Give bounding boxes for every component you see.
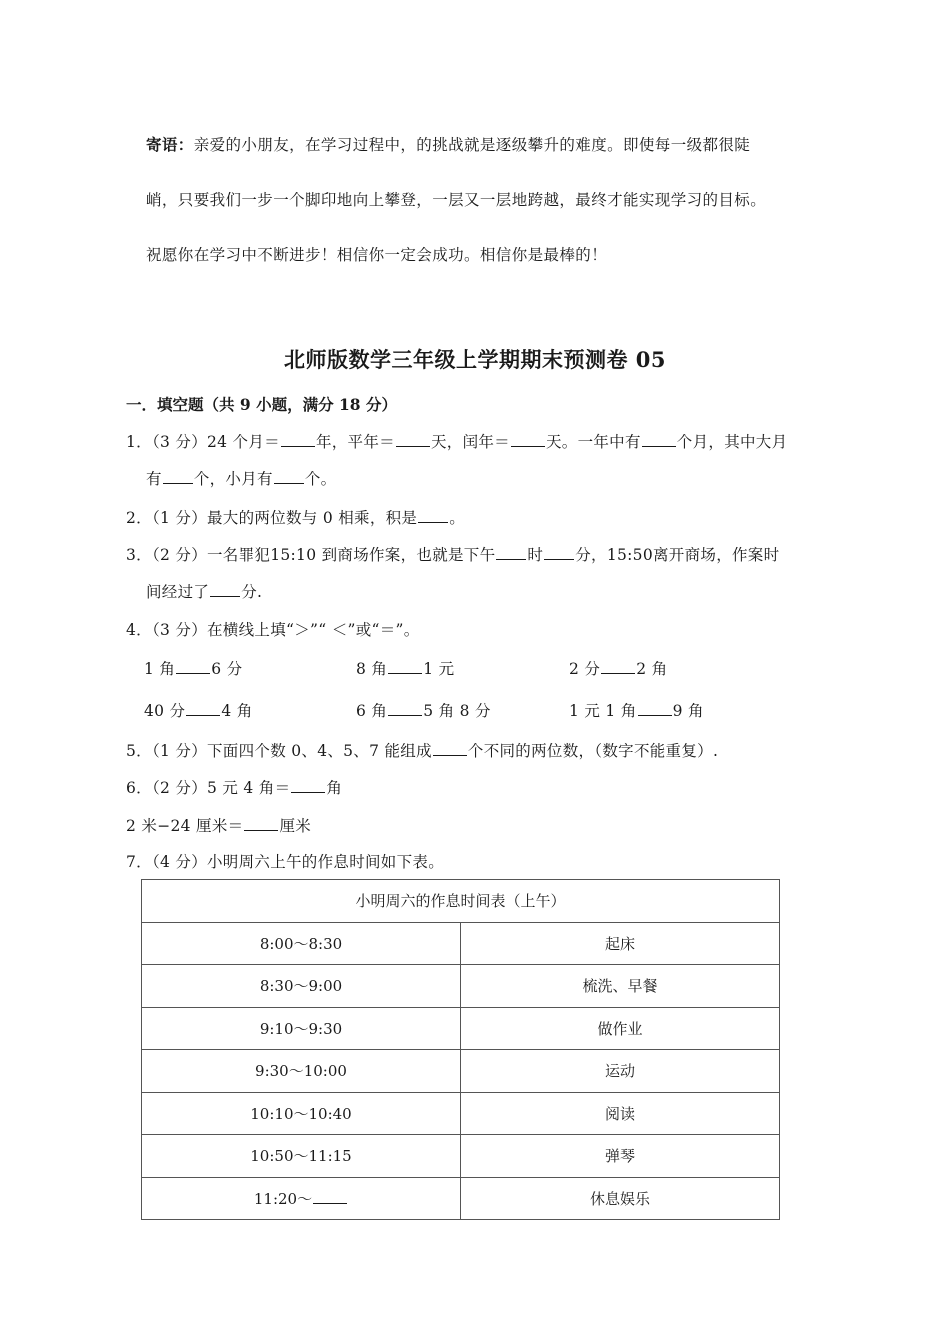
table-row bbox=[142, 1007, 780, 1050]
time-cell: 8:00～8:30 bbox=[142, 922, 461, 965]
activity-cell: 起床 bbox=[461, 922, 780, 965]
page-title: 北师版数学三年级上学期期末预测卷 05 bbox=[283, 347, 667, 372]
compare-item: 2 分 2 角 bbox=[569, 660, 668, 678]
question-3-line-1: 3．（2 分）一名罪犯15:10 到商场作案，也就是下午 时 分，15:50离开商场，作案时 bbox=[126, 546, 780, 564]
section-heading: 一．填空题（共 9 小题，满分 18 分） bbox=[126, 395, 397, 414]
answer-blank[interactable] bbox=[313, 1189, 347, 1204]
answer-blank[interactable] bbox=[210, 582, 240, 597]
compare-item: 6 角 5 角 8 分 bbox=[356, 702, 491, 720]
question-6-line-1: 6．（2 分）5 元 4 角＝ 角 bbox=[126, 779, 343, 797]
answer-blank[interactable] bbox=[176, 659, 210, 674]
answer-blank[interactable] bbox=[642, 432, 676, 447]
activity-cell: 梳洗、早餐 bbox=[461, 965, 780, 1008]
activity-cell: 休息娱乐 bbox=[461, 1177, 780, 1220]
answer-blank[interactable] bbox=[274, 469, 304, 484]
table-row bbox=[142, 1050, 780, 1093]
table-header-row bbox=[142, 880, 780, 923]
table-row bbox=[142, 1177, 780, 1220]
answer-blank[interactable] bbox=[496, 545, 526, 560]
compare-item: 1 元 1 角 9 角 bbox=[569, 702, 704, 720]
question-5: 5．（1 分）下面四个数 0、4、5、7 能组成 个不同的两位数，（数字不能重复）. bbox=[126, 742, 719, 760]
answer-blank[interactable] bbox=[163, 469, 193, 484]
activity-cell: 弹琴 bbox=[461, 1135, 780, 1178]
activity-cell: 运动 bbox=[461, 1050, 780, 1093]
question-2: 2．（1 分）最大的两位数与 0 相乘，积是 。 bbox=[126, 509, 466, 527]
question-4-stem: 4．（3 分）在横线上填“＞”“ ＜”或“＝”。 bbox=[126, 621, 420, 639]
question-1-line-1: 1．（3 分）24 个月＝ 年，平年＝ 天，闰年＝ 天。一年中有 个月，其中大月 bbox=[126, 433, 788, 451]
answer-blank[interactable] bbox=[601, 659, 635, 674]
activity-cell: 阅读 bbox=[461, 1092, 780, 1135]
question-7-stem: 7．（4 分）小明周六上午的作息时间如下表。 bbox=[126, 853, 445, 871]
table-title: 小明周六的作息时间表（上午） bbox=[142, 880, 780, 923]
activity-cell: 做作业 bbox=[461, 1007, 780, 1050]
answer-blank[interactable] bbox=[244, 816, 278, 831]
question-3-line-2: 间经过了 分. bbox=[146, 583, 263, 601]
message-line-3: 祝愿你在学习中不断进步！相信你一定会成功。相信你是最棒的！ bbox=[146, 246, 608, 264]
time-cell: 9:30～10:00 bbox=[142, 1050, 461, 1093]
message-line-1: 寄语：亲爱的小朋友，在学习过程中，的挑战就是逐级攀升的难度。即使每一级都很陡 bbox=[146, 135, 751, 154]
answer-blank[interactable] bbox=[388, 659, 422, 674]
answer-blank[interactable] bbox=[544, 545, 574, 560]
answer-blank[interactable] bbox=[418, 508, 448, 523]
compare-item: 1 角 6 分 bbox=[144, 660, 243, 678]
answer-blank[interactable] bbox=[433, 741, 467, 756]
table-row bbox=[142, 965, 780, 1008]
message-label: 寄语： bbox=[146, 135, 194, 154]
table-row bbox=[142, 1135, 780, 1178]
time-cell: 9:10～9:30 bbox=[142, 1007, 461, 1050]
answer-blank[interactable] bbox=[511, 432, 545, 447]
table-row bbox=[142, 922, 780, 965]
compare-item: 8 角 1 元 bbox=[356, 660, 455, 678]
answer-blank[interactable] bbox=[638, 701, 672, 716]
answer-blank[interactable] bbox=[291, 778, 325, 793]
question-6-line-2: 2 米−24 厘米＝ 厘米 bbox=[126, 817, 312, 835]
time-cell: 11:20～ bbox=[142, 1177, 461, 1220]
time-cell: 10:10～10:40 bbox=[142, 1092, 461, 1135]
table-row bbox=[142, 1092, 780, 1135]
answer-blank[interactable] bbox=[281, 432, 315, 447]
question-1-line-2: 有 个，小月有 个。 bbox=[146, 470, 337, 488]
time-cell: 10:50～11:15 bbox=[142, 1135, 461, 1178]
time-cell: 8:30～9:00 bbox=[142, 965, 461, 1008]
schedule-table bbox=[141, 879, 780, 1220]
compare-item: 40 分 4 角 bbox=[144, 702, 253, 720]
answer-blank[interactable] bbox=[186, 701, 220, 716]
answer-blank[interactable] bbox=[388, 701, 422, 716]
answer-blank[interactable] bbox=[396, 432, 430, 447]
message-line-2: 峭，只要我们一步一个脚印地向上攀登，一层又一层地跨越，最终才能实现学习的目标。 bbox=[146, 191, 767, 209]
